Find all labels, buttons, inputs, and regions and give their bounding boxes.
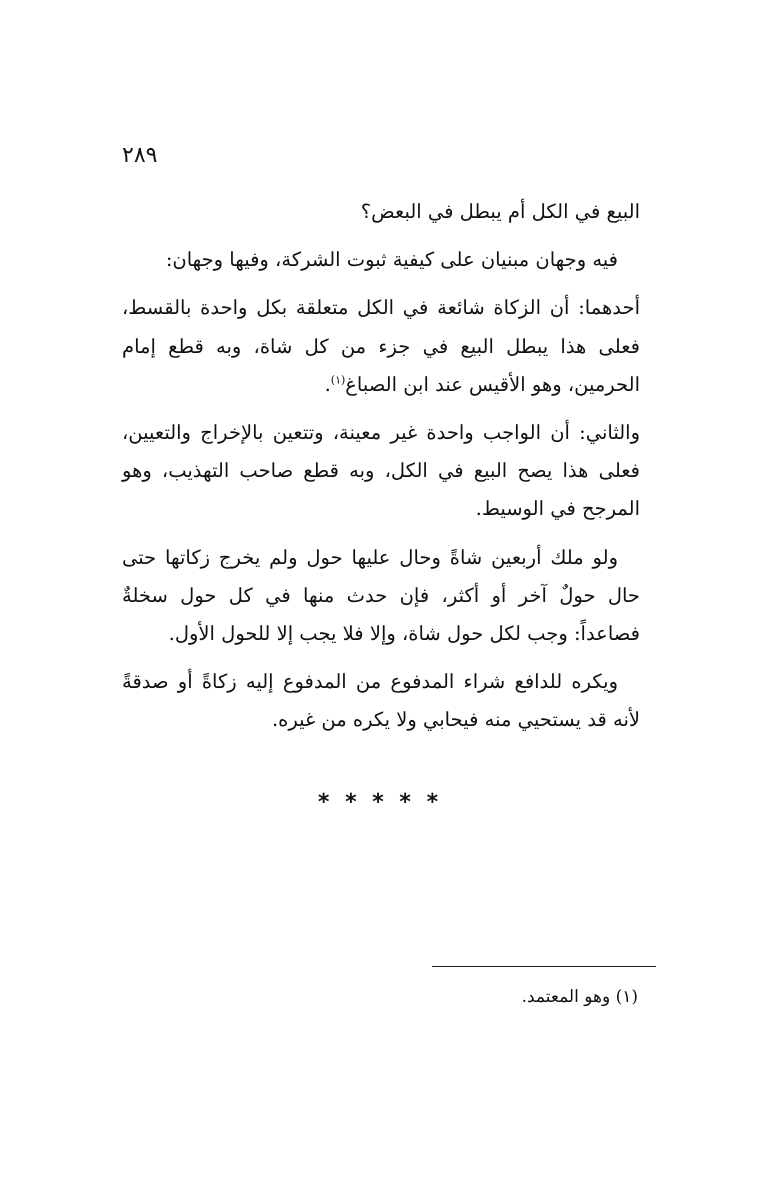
footnote-divider (432, 966, 656, 967)
footnote-text: (١) وهو المعتمد. (521, 987, 638, 1007)
paragraph-5: ولو ملك أربعين شاةً وحال عليها حول ولم يخرج زكاتها حتى حال حولٌ آخر أو أكثر، فإن حدث منها في كل حول سخلةٌ فصاعداً: وجب لكل حول شاة، وإلا فلا يجب إلا للحول الأول. (122, 545, 640, 646)
paragraph-1: البيع في الكل أم يبطل في البعض؟ (360, 200, 640, 223)
page-number: ٢٨٩ (122, 143, 158, 168)
paragraph-3-tail: . (324, 372, 331, 396)
paragraph-2: فيه وجهان مبنيان على كيفية ثبوت الشركة، وفيها وجهان: (165, 248, 618, 272)
paragraph-3 (122, 289, 640, 404)
paragraph-6: ويكره للدافع شراء المدفوع من المدفوع إليه زكاةً أو صدقةً لأنه قد يستحيي منه فيحابي ولا يكره من غيره. (122, 670, 640, 732)
main-text (122, 193, 640, 750)
paragraph-3-text: أحدهما: أن الزكاة شائعة في الكل متعلقة بكل واحدة بالقسط، فعلى هذا يبطل البيع في جزء من كل شاة، وبه قطع إمام الحرمين، وهو الأقيس عند ابن الصباغ (122, 296, 640, 396)
footnote-reference: (١) (330, 373, 346, 387)
section-ornament: * * * * * (317, 790, 443, 815)
paragraph-4: والثاني: أن الواجب واحدة غير معينة، وتتعين بالإخراج والتعيين، فعلى هذا يصح البيع في الكل، وبه قطع صاحب التهذيب، وهو المرجح في الوسيط. (122, 421, 640, 521)
